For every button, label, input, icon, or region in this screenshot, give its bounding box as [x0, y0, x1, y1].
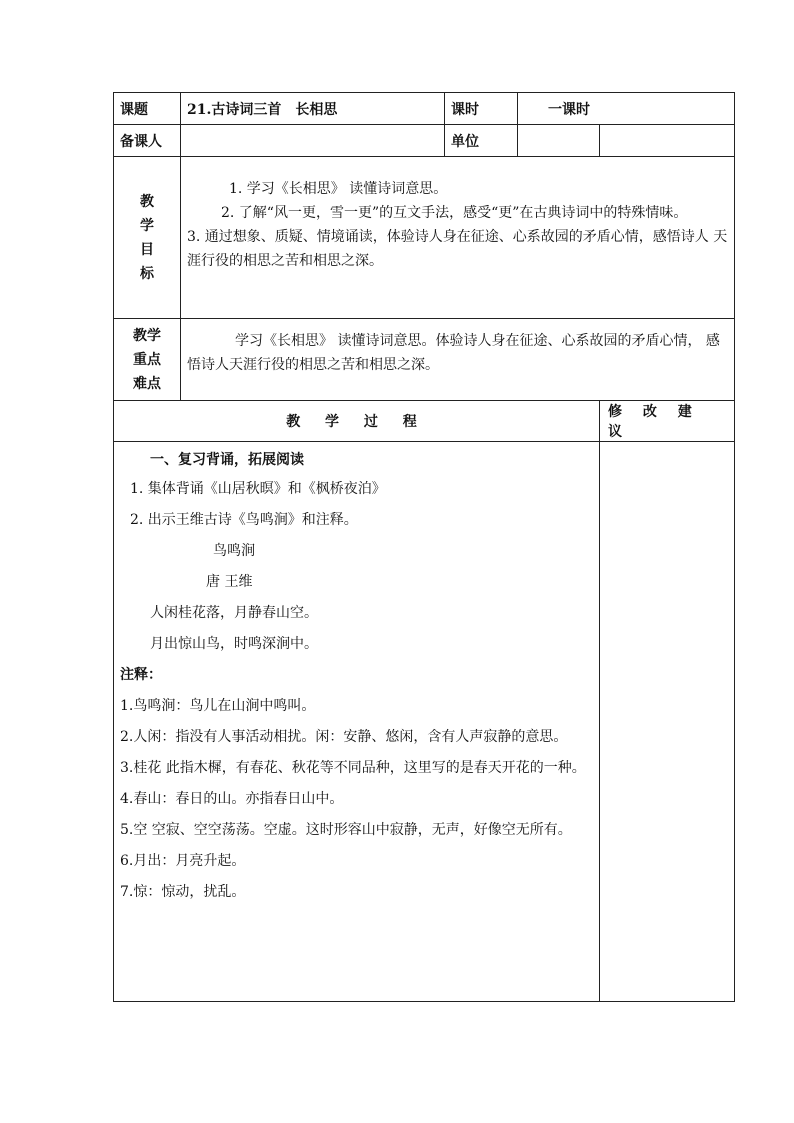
- key-points-label: [114, 319, 181, 401]
- note-item: 7.惊：惊动，扰乱。: [120, 884, 246, 900]
- notes-title: 注释：: [120, 667, 162, 683]
- process-header: 教 学 过 程: [114, 401, 600, 442]
- poem-author: 唐 王维: [206, 574, 253, 590]
- key-points-label-line: 难点: [133, 375, 161, 392]
- process-content: [114, 442, 600, 1002]
- section-title: 一、复习背诵，拓展阅读: [150, 452, 304, 468]
- unit-value: [518, 125, 600, 157]
- topic-value: 21.古诗词三首 长相思: [181, 93, 445, 125]
- poem-line: 月出惊山鸟，时鸣深涧中。: [150, 636, 318, 652]
- poem-title: 鸟鸣涧: [213, 543, 255, 559]
- objectives-label: [114, 157, 181, 319]
- unit-label: 单位: [445, 125, 518, 157]
- objectives-label-char: 标: [140, 265, 154, 282]
- note-item: 1.鸟鸣涧：鸟儿在山涧中鸣叫。: [120, 698, 316, 714]
- note-item: 6.月出：月亮升起。: [120, 853, 246, 869]
- period-label: 课时: [445, 93, 518, 125]
- preparer-label: 备课人: [114, 125, 181, 157]
- key-points-label-line: 重点: [133, 351, 161, 368]
- suggestions-header: 修 改 建 议: [600, 401, 735, 442]
- key-points-label-line: 教学: [133, 327, 161, 344]
- objective-item: 3. 通过想象、质疑、情境诵读，体验诗人身在征途、心系故园的矛盾心情，感悟诗人 天涯行役的相思之苦和相思之深。: [187, 229, 728, 269]
- unit-extra-cell: [600, 125, 735, 157]
- objectives-content: [181, 157, 735, 319]
- objective-item: 1. 学习《长相思》 读懂诗词意思。: [229, 181, 448, 197]
- poem-line: 人闲桂花落，月静春山空。: [150, 605, 318, 621]
- note-item: 2.人闲：指没有人事活动相扰。闲：安静、悠闲，含有人声寂静的意思。: [120, 729, 568, 745]
- suggestions-cell: [600, 442, 735, 1002]
- topic-label: 课题: [114, 93, 181, 125]
- process-step: 1. 集体背诵《山居秋暝》和《枫桥夜泊》: [130, 481, 386, 497]
- objective-item: 2. 了解“风一更，雪一更”的互文手法，感受“更”在古典诗词中的特殊情味。: [221, 205, 688, 221]
- note-item: 4.春山：春日的山。亦指春日山中。: [120, 791, 344, 807]
- lesson-plan-table: [113, 92, 735, 1002]
- process-step: 2. 出示王维古诗《鸟鸣涧》和注释。: [130, 512, 358, 528]
- note-item: 5.空 空寂、空空荡荡。空虚。这时形容山中寂静，无声，好像空无所有。: [120, 822, 572, 838]
- objectives-label-char: 目: [140, 241, 154, 258]
- preparer-value: [181, 125, 445, 157]
- period-value: 一课时: [518, 93, 735, 125]
- key-points-text: 学习《长相思》 读懂诗词意思。体验诗人身在征途、心系故园的矛盾心情， 感悟诗人天涯行役的相思之苦和相思之深。: [181, 319, 735, 401]
- note-item: 3.桂花 此指木樨，有春花、秋花等不同品种，这里写的是春天开花的一种。: [120, 760, 586, 776]
- objectives-label-char: 教: [140, 193, 154, 210]
- objectives-label-char: 学: [140, 217, 154, 234]
